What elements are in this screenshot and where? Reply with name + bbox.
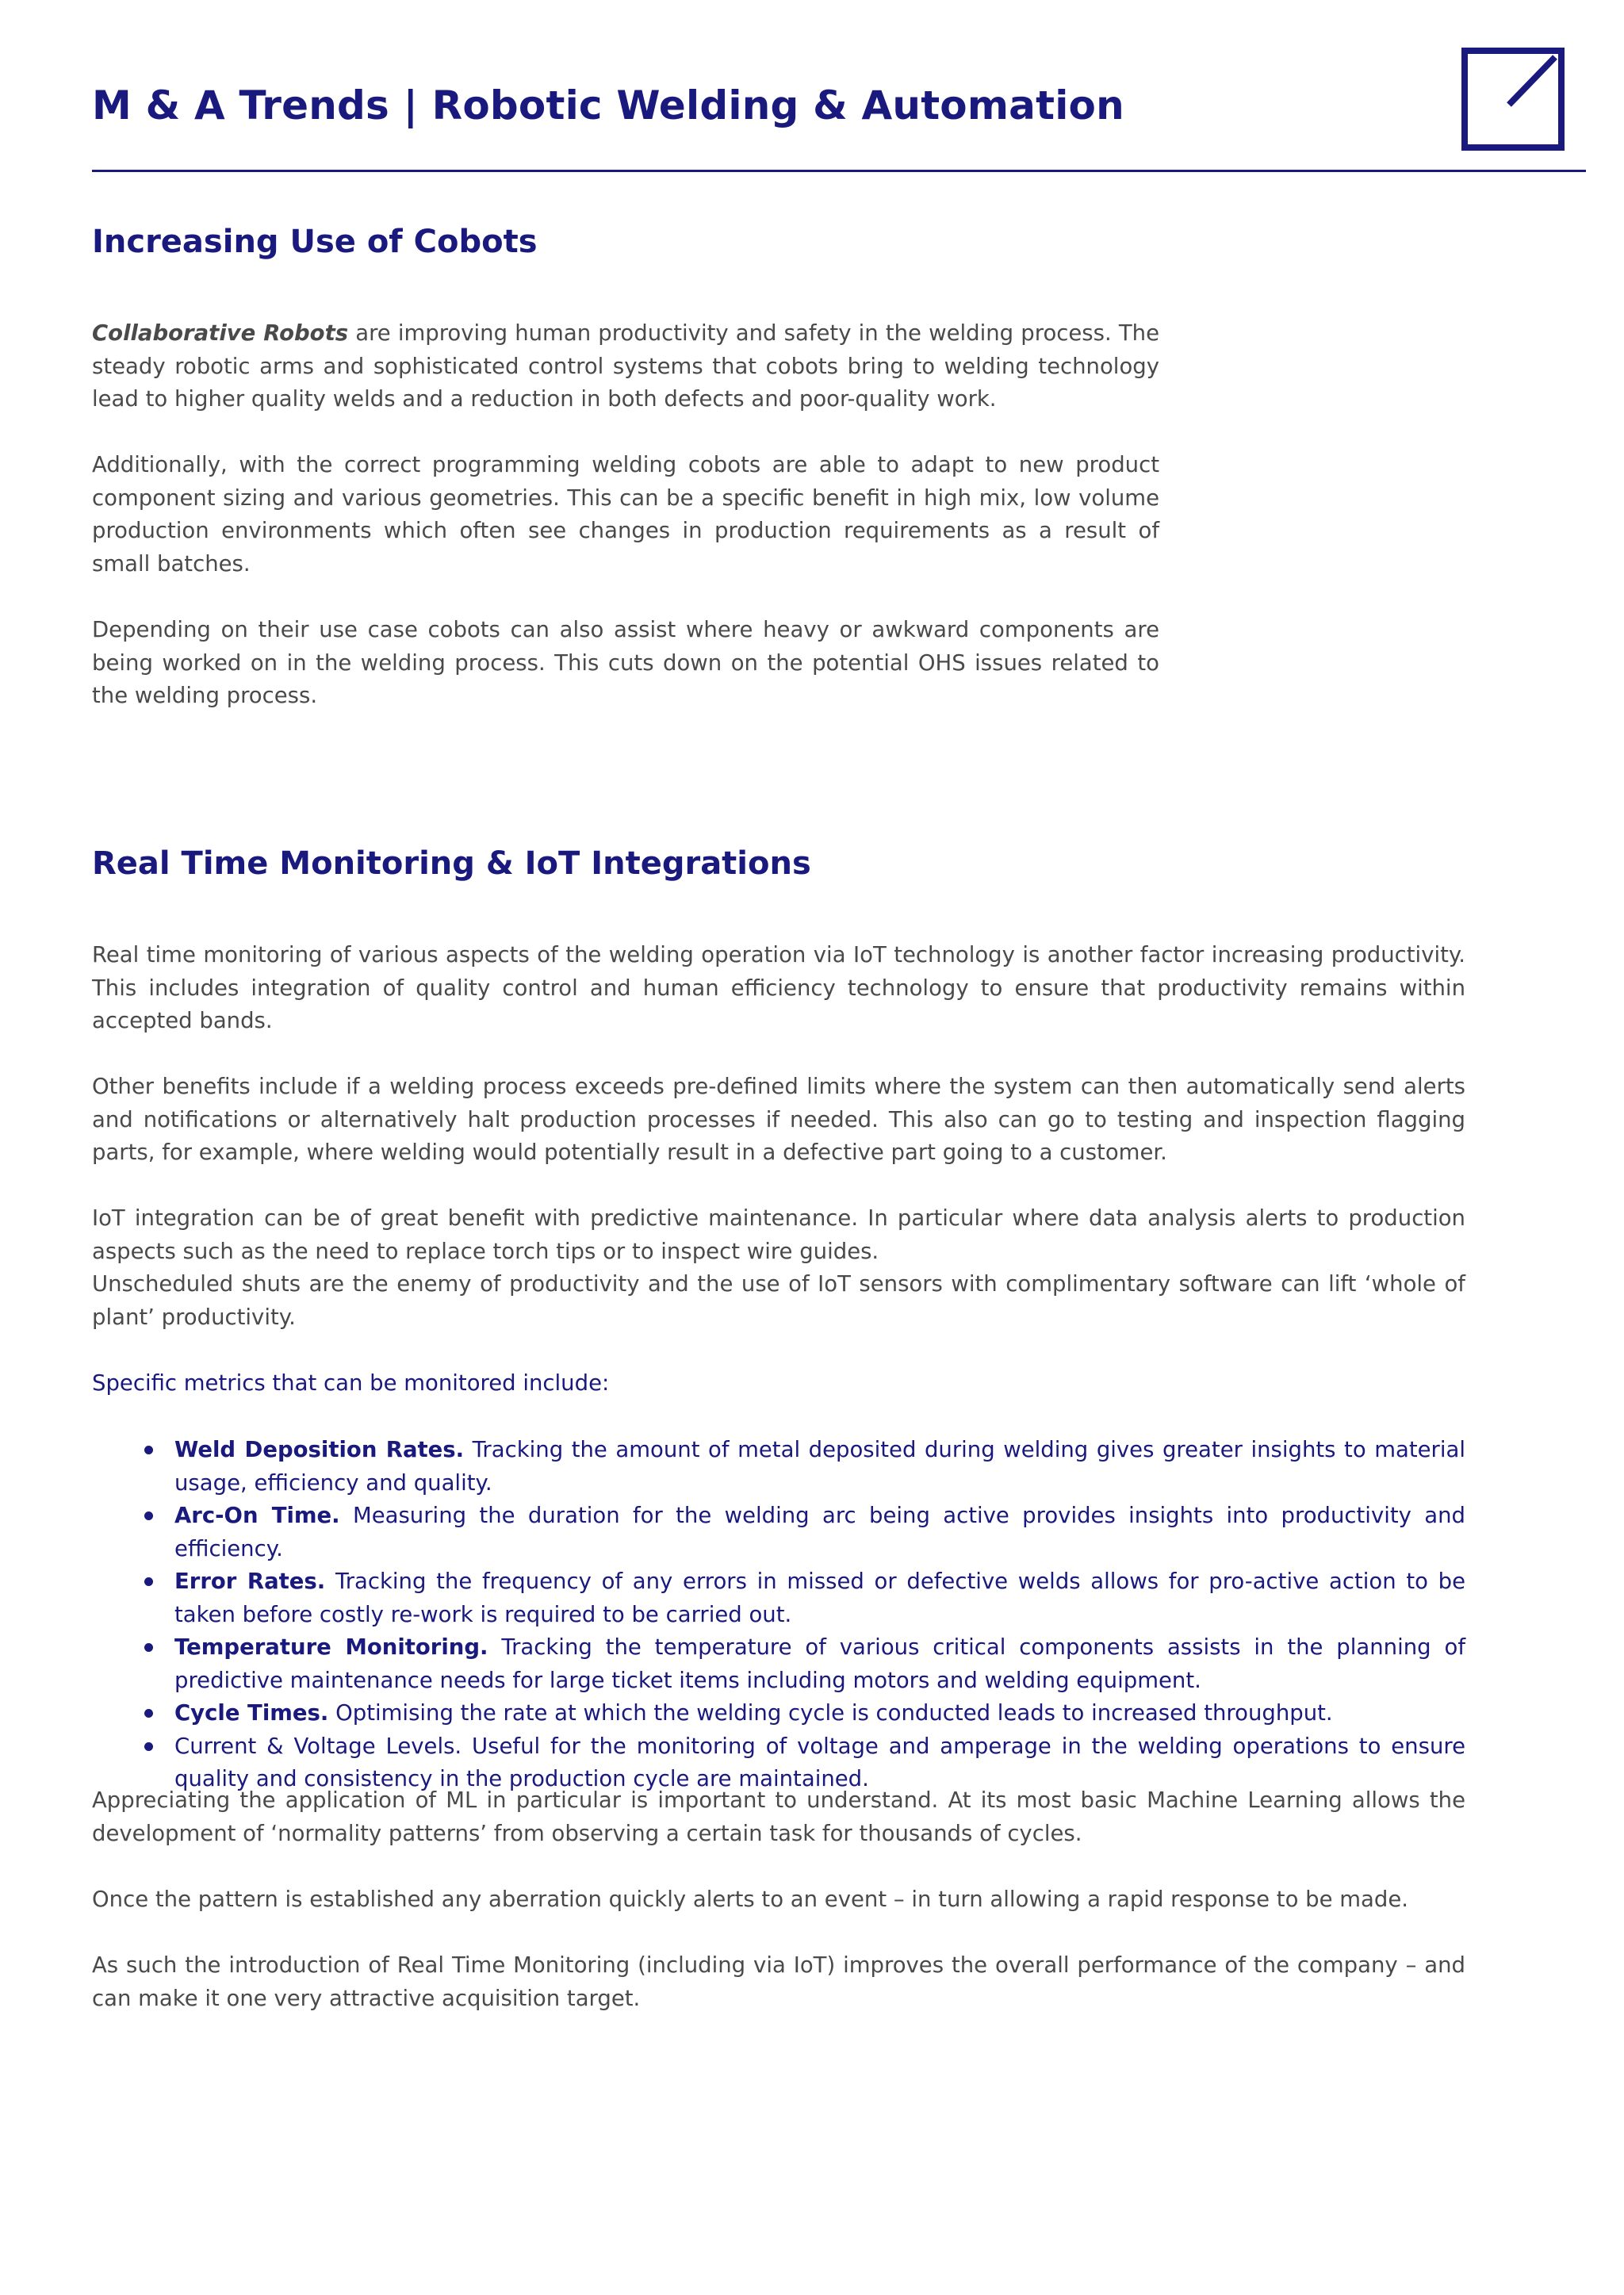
monitoring-paragraph-3 bbox=[92, 1202, 1465, 1334]
list-item bbox=[92, 1434, 1465, 1500]
monitoring-paragraph-3b: Unscheduled shuts are the enemy of productivity and the use of IoT sensors with complimentary software can lift ‘whole of plant’ productivity. bbox=[92, 1271, 1465, 1330]
bullet-icon bbox=[144, 1643, 153, 1652]
list-item bbox=[92, 1631, 1465, 1697]
monitoring-paragraph-6: As such the introduction of Real Time Monitoring (including via IoT) improves the overall performance of the company – and can make it one very attractive acquisition target. bbox=[92, 1952, 1465, 2011]
metrics-list bbox=[92, 1434, 1465, 1796]
metric-term: Temperature Monitoring. bbox=[174, 1634, 488, 1660]
metrics-intro: Specific metrics that can be monitored include: bbox=[92, 1370, 610, 1396]
header-divider bbox=[92, 170, 1586, 172]
bullet-icon bbox=[144, 1577, 153, 1586]
list-item bbox=[92, 1565, 1465, 1631]
section-title-monitoring: Real Time Monitoring & IoT Integrations bbox=[92, 845, 811, 882]
monitoring-paragraph-4: Appreciating the application of ML in particular is important to understand. At its most basic Machine Learning allows the development of ‘normality patterns’ from observing a certain task for thousands of cycles. bbox=[92, 1787, 1465, 1846]
cobots-paragraph-1 bbox=[92, 317, 1159, 416]
bullet-icon bbox=[144, 1709, 153, 1718]
metric-text: Current & Voltage Levels. Useful for the monitoring of voltage and amperage in the welding operations to ensure quality and consistency in the production cycle are maintained. bbox=[174, 1733, 1465, 1791]
section-title-cobots: Increasing Use of Cobots bbox=[92, 224, 538, 260]
list-item bbox=[92, 1697, 1465, 1730]
metric-text: Tracking the amount of metal deposited during welding gives greater insights to material usage, efficiency and quality. bbox=[174, 1437, 1465, 1496]
monitoring-paragraph-5: Once the pattern is established any aberration quickly alerts to an event – in turn allowing a rapid response to be made. bbox=[92, 1887, 1409, 1912]
bullet-icon bbox=[144, 1446, 153, 1454]
monitoring-paragraph-1: Real time monitoring of various aspects of the welding operation via IoT technology is another factor increasing productivity. This includes integration of quality control and human efficiency technology to ensure that productivity remains within accepted bands. bbox=[92, 942, 1465, 1033]
bullet-icon bbox=[144, 1511, 153, 1520]
monitoring-paragraph-3a: IoT integration can be of great benefit with predictive maintenance. In particular where data analysis alerts to production aspects such as the need to replace torch tips or to inspect wire guides. bbox=[92, 1205, 1465, 1264]
monitoring-paragraph-2: Other benefits include if a welding process exceeds pre-defined limits where the system can then automatically send alerts and notifications or alternatively halt production processes if needed. This also can go to testing and inspection flagging parts, for example, where welding would potentially result in a defective part going to a customer. bbox=[92, 1074, 1465, 1165]
cobots-paragraph-2: Additionally, with the correct programming welding cobots are able to adapt to new product component sizing and various geometries. This can be a specific benefit in high mix, low volume production environments which often see changes in production requirements as a result of small batches. bbox=[92, 452, 1159, 577]
cobots-paragraph-3: Depending on their use case cobots can also assist where heavy or awkward components are being worked on in the welding process. This cuts down on the potential OHS issues related to the welding process. bbox=[92, 617, 1159, 708]
cobots-lead-term: Collaborative Robots bbox=[92, 320, 349, 346]
metric-text: Optimising the rate at which the welding cycle is conducted leads to increased throughput. bbox=[328, 1700, 1333, 1726]
metric-term: Error Rates. bbox=[174, 1569, 326, 1594]
metric-term: Arc-On Time. bbox=[174, 1503, 340, 1528]
cobots-paragraph-1-text: are improving human productivity and safety in the welding process. The steady robotic arms and sophisticated control systems that cobots bring to welding technology lead to higher quality welds and a reduction in both defects and poor-quality work. bbox=[92, 320, 1159, 412]
list-item bbox=[92, 1500, 1465, 1565]
metric-text: Tracking the frequency of any errors in missed or defective welds allows for pro-active action to be taken before costly re-work is required to be carried out. bbox=[174, 1569, 1465, 1627]
square-slash-logo-icon bbox=[1461, 48, 1565, 151]
metric-text: Tracking the temperature of various critical components assists in the planning of predictive maintenance needs for large ticket items including motors and welding equipment. bbox=[174, 1634, 1465, 1693]
page-title: M & A Trends | Robotic Welding & Automation bbox=[92, 82, 1124, 128]
metric-text: Measuring the duration for the welding arc being active provides insights into productivity and efficiency. bbox=[174, 1503, 1465, 1561]
metric-term: Weld Deposition Rates. bbox=[174, 1437, 465, 1462]
metric-term: Cycle Times. bbox=[174, 1700, 329, 1726]
bullet-icon bbox=[144, 1742, 153, 1751]
